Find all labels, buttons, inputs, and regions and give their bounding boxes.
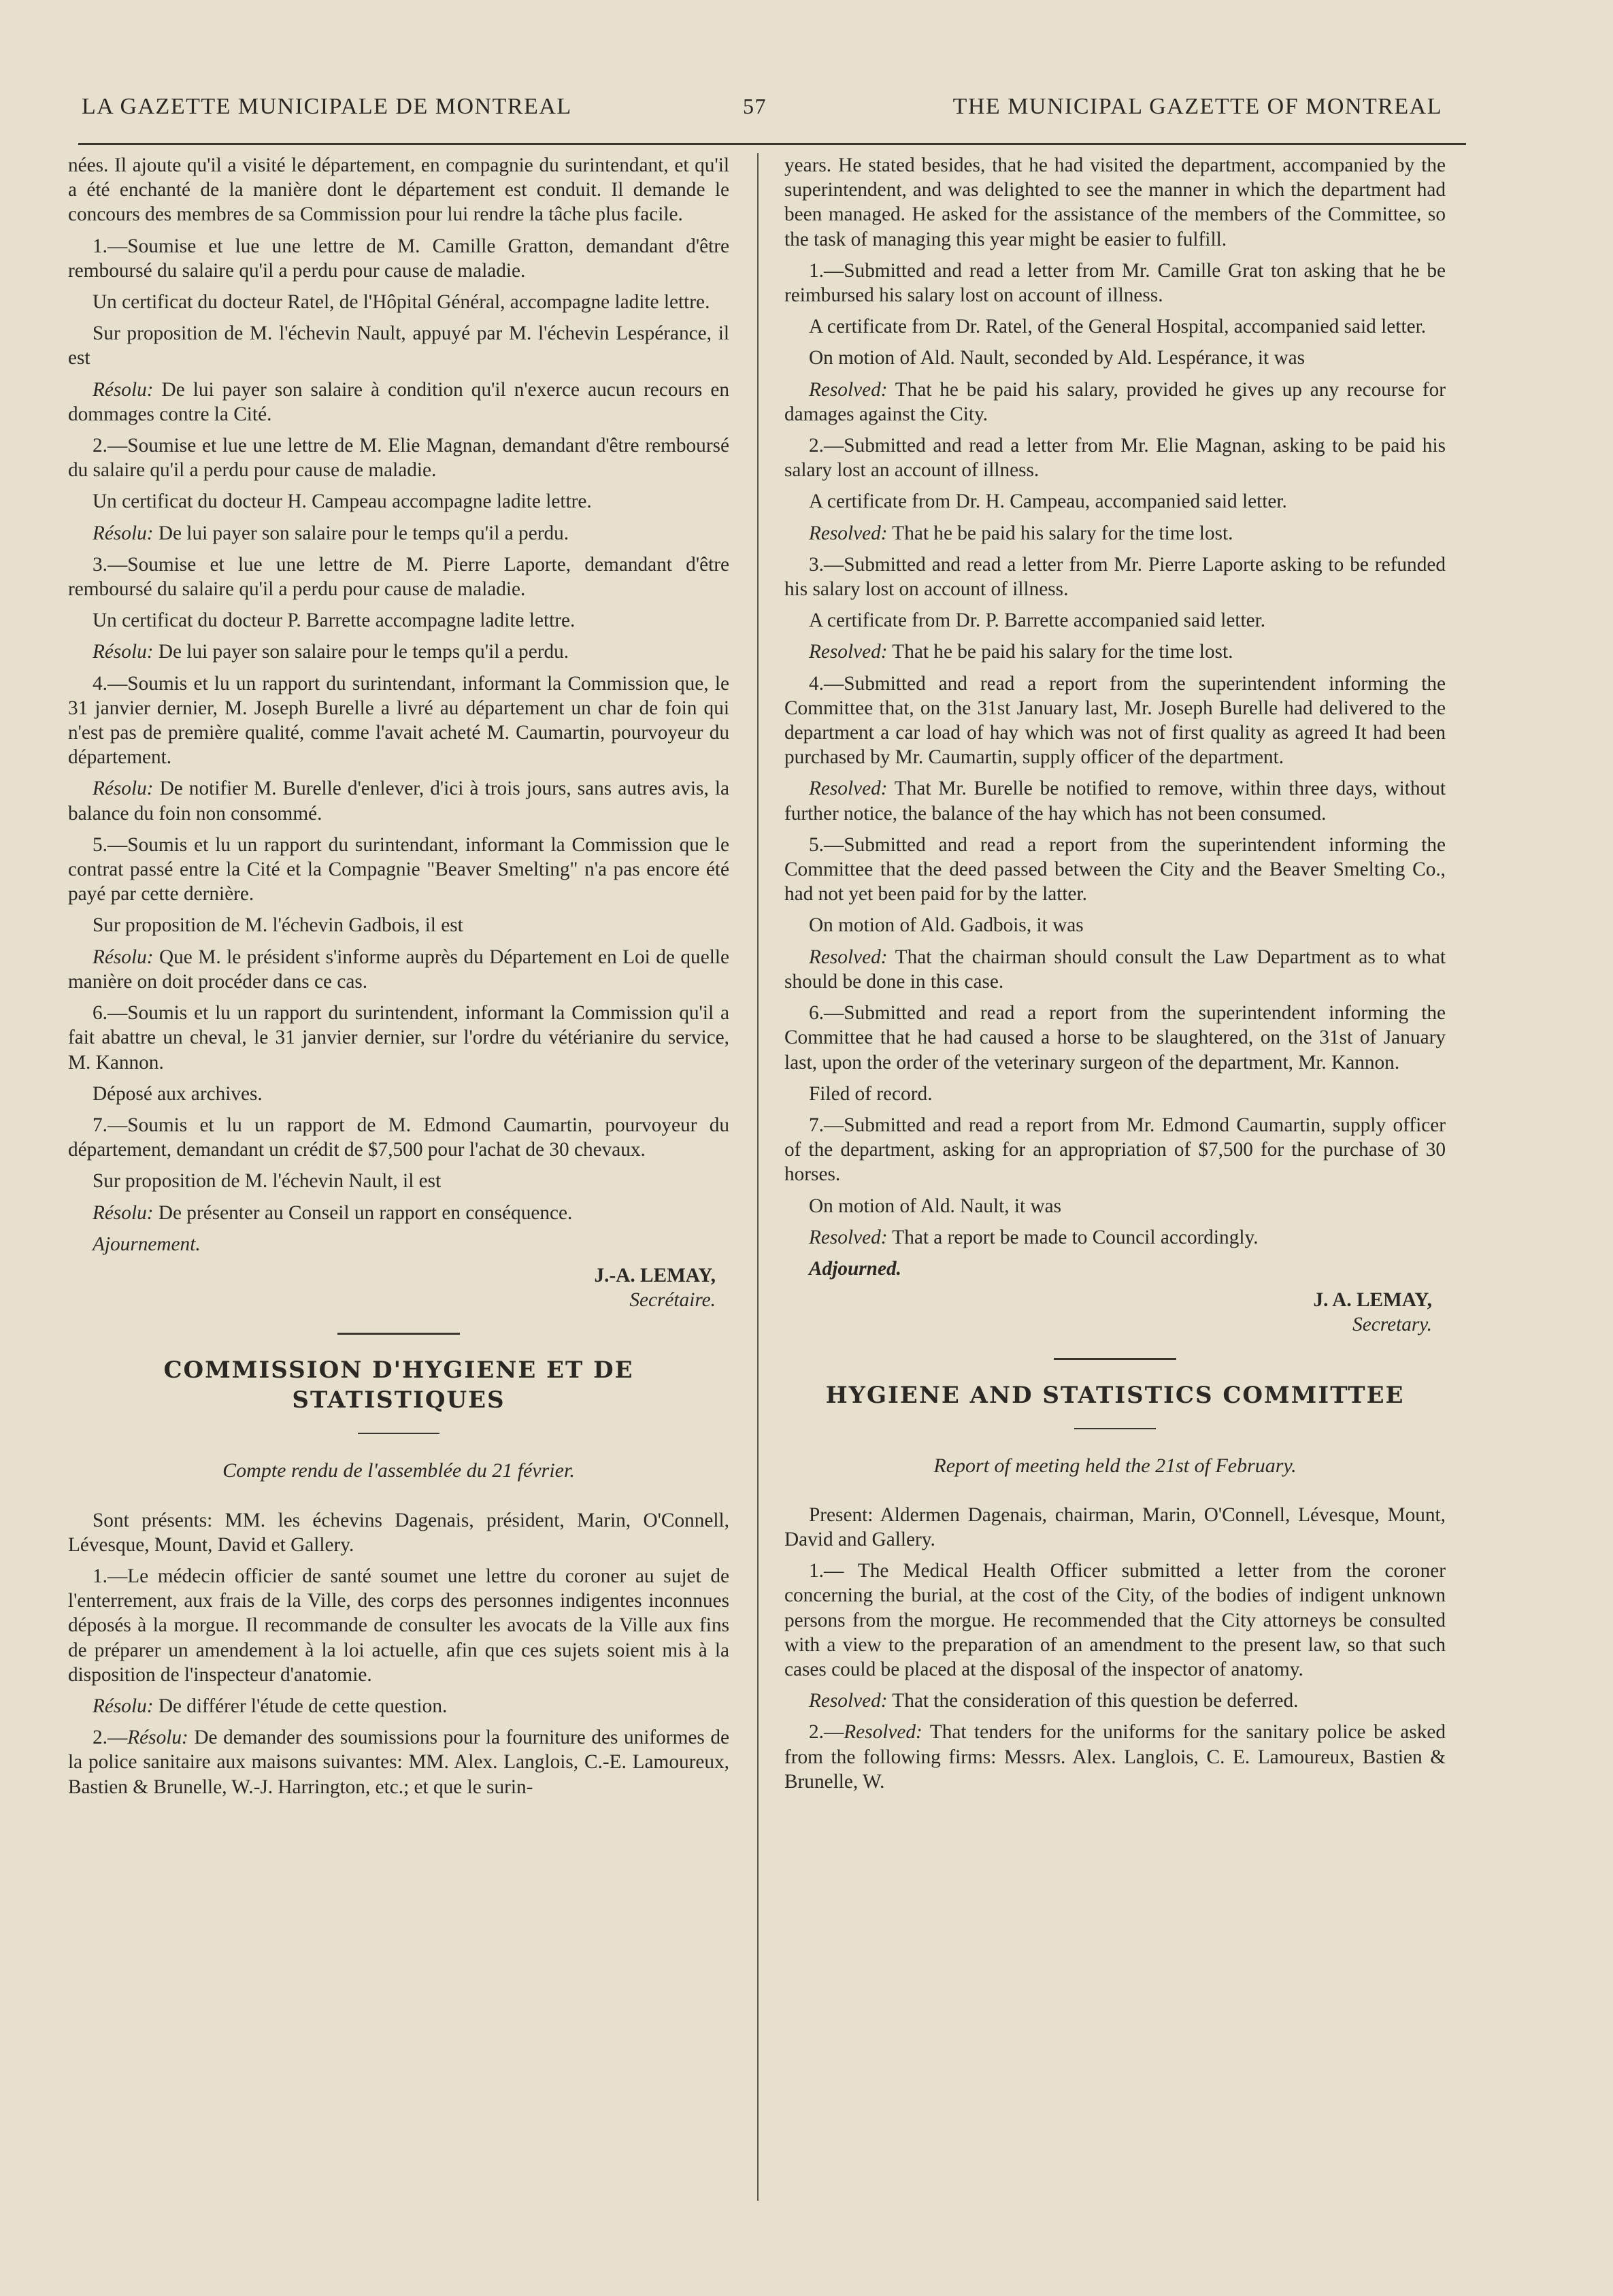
section-divider xyxy=(1054,1358,1176,1360)
resolution-paragraph xyxy=(784,1225,1446,1250)
resolution-paragraph xyxy=(68,1725,729,1799)
english-column xyxy=(784,153,1446,1801)
resolution-label: Résolu: xyxy=(93,946,154,968)
paragraph: 1.—Le médecin officier de santé soumet une lettre du coroner au sujet de l'enterrement, aux frais de la Ville, des corps des personnes indigentes inconnues déposés à la morgue. Il recommande de consulter les avocats de la Ville aux fins de préparer un amendement à la loi actuelle, afin que ces sujets soient mis à la disposition de l'inspecteur d'anatomie. xyxy=(68,1565,729,1686)
resolution-paragraph xyxy=(784,639,1446,664)
resolution-paragraph xyxy=(68,945,729,994)
paragraph: years. He stated besides, that he had visited the department, accompanied by the superintendent, and was delighted to see the manner in which the department had been managed. He asked for the assistance of the members of the Committee, so the task of managing this year might be easier to fulfill. xyxy=(784,154,1446,250)
adjournment xyxy=(784,1257,1446,1281)
paragraph: 3.—Submitted and read a letter from Mr. Pierre Laporte asking to be refunded his salary lost on account of illness. xyxy=(784,553,1446,601)
paragraph: Present: Aldermen Dagenais, chairman, Marin, O'Connell, Lévesque, Mount, David and Gallery. xyxy=(784,1503,1446,1550)
resolution-paragraph xyxy=(784,945,1446,994)
paragraph: Un certificat du docteur P. Barrette accompagne ladite lettre. xyxy=(93,610,576,632)
column-divider xyxy=(757,153,759,2201)
resolution-label: Resolved: xyxy=(809,778,888,800)
resolution-label: Résolu: xyxy=(93,1695,154,1717)
resolution-text: De lui payer son salaire à condition qu'il n'exerce aucun recours en dommages contre la Cité. xyxy=(68,378,729,425)
paragraph: 4.—Submitted and read a report from the superintendent informing the Committee that, on the 31st January last, Mr. Joseph Burelle had delivered to the department a car load of hay which was not of first quality as agreed It had been purchased by Mr. Caumartin, supply officer of the department. xyxy=(784,672,1446,769)
resolution-label: Resolved: xyxy=(809,1690,888,1712)
title-rule xyxy=(1074,1428,1156,1429)
resolution-label: Résolu: xyxy=(93,1201,154,1224)
paragraph: 5.—Submitted and read a report from the superintendent informing the Committee that the deed passed between the City and the Beaver Smelting Co., had not yet been paid for by the latter. xyxy=(784,833,1446,905)
resolution-text: That Mr. Burelle be notified to remove, within three days, without further notice, the balance of the hay which has not been consumed. xyxy=(784,778,1446,825)
paragraph: 2.—Submitted and read a letter from Mr. Elie Magnan, asking to be paid his salary lost an account of illness. xyxy=(784,435,1446,482)
signature-name: J. A. LEMAY, xyxy=(1313,1289,1432,1312)
resolution-label: Résolu: xyxy=(93,522,154,544)
resolution-paragraph xyxy=(784,378,1446,427)
signature-block xyxy=(784,1288,1432,1337)
section-title: COMMISSION D'HYGIENE ET DE STATISTIQUES xyxy=(163,1357,634,1414)
resolution-text: Que M. le président s'informe auprès du Département en Loi de quelle manière on doit procéder dans ce cas. xyxy=(68,946,729,993)
paragraph: Sur proposition de M. l'échevin Nault, appuyé par M. l'échevin Lespérance, il est xyxy=(68,322,729,369)
resolution-text: De notifier M. Burelle d'enlever, d'ici à trois jours, sans autres avis, la balance du foin non consommé. xyxy=(68,778,729,825)
paragraph: 3.—Soumise et lue une lettre de M. Pierre Laporte, demandant d'être remboursé du salaire qu'il a perdu pour cause de maladie. xyxy=(68,553,729,601)
paragraph: Sur proposition de M. l'échevin Gadbois, il est xyxy=(93,914,463,937)
paragraph: On motion of Ald. Nault, seconded by Ald. Lespérance, it was xyxy=(809,347,1306,369)
resolution-text: That he be paid his salary for the time lost. xyxy=(887,641,1233,663)
paragraph: On motion of Ald. Gadbois, it was xyxy=(809,914,1084,937)
resolution-text: De lui payer son salaire pour le temps qu'il a perdu. xyxy=(153,522,569,544)
title-rule xyxy=(358,1433,439,1434)
header-right-title: THE MUNICIPAL GAZETTE OF MONTREAL xyxy=(952,94,1442,119)
paragraph: 6.—Submitted and read a report from the superintendent informing the Committee that he had caused a horse to be slaughtered, on the 31st of January last, upon the order of the veterinary surgeon of the department, Mr. Kannon. xyxy=(784,1002,1446,1074)
paragraph: 4.—Soumis et lu un rapport du surintendant, informant la Commission que, le 31 janvier dernier, M. Joseph Burelle a livré au département un char de foin qui n'est pas de première qualité, comme l'avait acheté M. Caumartin, pourvoyeur du département. xyxy=(68,672,729,769)
resolution-paragraph xyxy=(68,521,729,546)
section-subtitle: Report of meeting held the 21st of February. xyxy=(933,1454,1297,1477)
signature-name: J.-A. LEMAY, xyxy=(594,1264,716,1286)
resolution-label: Résolu: xyxy=(127,1727,188,1749)
paragraph: 5.—Soumis et lu un rapport du surintendant, informant la Commission que le contrat passé entre la Cité et la Compagnie "Beaver Smelting" n'a pas encore été payé par cette dernière. xyxy=(68,833,729,905)
paragraph: 1.—Submitted and read a letter from Mr. Camille Grat ton asking that he be reimbursed his salary lost on account of illness. xyxy=(784,259,1446,307)
resolution-text: That he be paid his salary, provided he gives up any recourse for damages against the City. xyxy=(784,378,1446,425)
resolution-text: That the consideration of this question be deferred. xyxy=(887,1690,1299,1712)
paragraph: 7.—Submitted and read a report from Mr. Edmond Caumartin, supply officer of the department, asking for an appropriation of $7,500 for the purchase of 30 horses. xyxy=(784,1114,1446,1186)
resolution-text: De lui payer son salaire pour le temps qu'il a perdu. xyxy=(153,641,569,663)
signature-title: Secretary. xyxy=(1352,1314,1432,1336)
paragraph: A certificate from Dr. Ratel, of the General Hospital, accompanied said letter. xyxy=(809,316,1427,338)
resolution-label: Résolu: xyxy=(93,378,154,401)
adjournment-text: Adjourned. xyxy=(809,1257,901,1280)
paragraph: A certificate from Dr. P. Barrette accompanied said letter. xyxy=(809,610,1266,632)
resolution-text: That he be paid his salary for the time lost. xyxy=(887,522,1233,544)
resolution-label: Resolved: xyxy=(809,522,888,544)
signature-block xyxy=(68,1263,716,1312)
adjournment xyxy=(68,1232,729,1257)
resolution-paragraph xyxy=(68,776,729,825)
resolution-label: Résolu: xyxy=(93,778,154,800)
section-divider xyxy=(337,1333,460,1335)
resolution-paragraph xyxy=(68,378,729,427)
section-title: HYGIENE AND STATISTICS COMMITTEE xyxy=(825,1381,1405,1409)
paragraph: 6.—Soumis et lu un rapport du surintendent, informant la Commission qu'il a fait abattre un cheval, le 31 janvier dernier, sur l'ordre du vétérianire du service, M. Kannon. xyxy=(68,1002,729,1074)
resolution-paragraph xyxy=(784,1720,1446,1794)
paragraph: 1.—Soumise et lue une lettre de M. Camille Gratton, demandant d'être remboursé du salaire qu'il a perdu pour cause de maladie. xyxy=(68,235,729,282)
resolution-paragraph xyxy=(68,1201,729,1225)
paragraph: 7.—Soumis et lu un rapport de M. Edmond Caumartin, pourvoyeur du département, demandant un crédit de $7,500 pour l'achat de 30 chevaux. xyxy=(68,1114,729,1161)
resolution-label: Resolved: xyxy=(809,378,888,401)
signature-title: Secrétaire. xyxy=(629,1289,716,1312)
resolution-label: Resolved: xyxy=(844,1721,922,1744)
paragraph: Déposé aux archives. xyxy=(93,1082,263,1105)
resolution-label: Resolved: xyxy=(809,1226,888,1248)
paragraph: Sont présents: MM. les échevins Dagenais, président, Marin, O'Connell, Lévesque, Mount, David et Gallery. xyxy=(68,1509,729,1556)
paragraph: nées. Il ajoute qu'il a visité le département, en compagnie du surintendant, et qu'il a été enchanté de la manière dont le département est conduit. Il demande le concours des membres de sa Commission pour lui rendre la tâche plus facile. xyxy=(68,154,729,226)
header-left-title: LA GAZETTE MUNICIPALE DE MONTREAL xyxy=(82,94,572,119)
resolution-label: Résolu: xyxy=(93,641,154,663)
header-rule xyxy=(78,143,1466,145)
french-column xyxy=(68,153,729,1806)
resolution-text: That a report be made to Council accordingly. xyxy=(887,1226,1259,1248)
resolution-text: De présenter au Conseil un rapport en conséquence. xyxy=(153,1201,573,1224)
paragraph: Sur proposition de M. l'échevin Nault, il est xyxy=(93,1170,442,1193)
paragraph: Filed of record. xyxy=(809,1082,933,1105)
resolution-text: That tenders for the uniforms for the sanitary police be asked from the following firms: Messrs. Alex. Langlois, C. E. Lamoureux, Bastien & Brunelle, W. xyxy=(784,1721,1446,1793)
paragraph: 1.— The Medical Health Officer submitted a letter from the coroner concerning the burial, at the cost of the City, of the bodies of indigent unknown persons from the morgue. He recommended that the City attorneys be consulted with a view to the preparation of an amendment to the present law, so that such cases could be placed at the disposal of the inspector of anatomy. xyxy=(784,1560,1446,1680)
resolution-paragraph xyxy=(784,1688,1446,1713)
resolution-paragraph xyxy=(68,639,729,664)
paragraph: Un certificat du docteur H. Campeau accompagne ladite lettre. xyxy=(93,490,592,513)
resolution-text: That the chairman should consult the Law Department as to what should be done in this case. xyxy=(784,946,1446,993)
resolution-label: Resolved: xyxy=(809,946,888,968)
adjournment-text: Ajournement. xyxy=(93,1233,201,1255)
paragraph: 2.—Soumise et lue une lettre de M. Elie Magnan, demandant d'être remboursé du salaire qu'il a perdu pour cause de maladie. xyxy=(68,435,729,482)
paragraph: Un certificat du docteur Ratel, de l'Hôpital Général, accompagne ladite lettre. xyxy=(93,291,710,314)
section-subtitle: Compte rendu de l'assemblée du 21 février. xyxy=(222,1459,575,1482)
paragraph: On motion of Ald. Nault, it was xyxy=(809,1195,1062,1217)
item-number: 2.— xyxy=(93,1727,128,1749)
resolution-paragraph xyxy=(784,521,1446,546)
resolution-paragraph xyxy=(68,1694,729,1718)
resolution-paragraph xyxy=(784,776,1446,825)
resolution-label: Resolved: xyxy=(809,641,888,663)
running-head xyxy=(82,94,1442,128)
paragraph: A certificate from Dr. H. Campeau, accompanied said letter. xyxy=(809,490,1287,513)
page-number: 57 xyxy=(743,94,767,118)
resolution-text: De différer l'étude de cette question. xyxy=(153,1695,448,1717)
resolution-text: De demander des soumissions pour la fourniture des uniformes de la police sanitaire aux maisons suivantes: MM. Alex. Langlois, C.-E. Lamoureux, Bastien & Brunelle, W.-J. Harrington, etc.; et que le surin- xyxy=(68,1727,729,1798)
item-number: 2.— xyxy=(809,1721,844,1744)
